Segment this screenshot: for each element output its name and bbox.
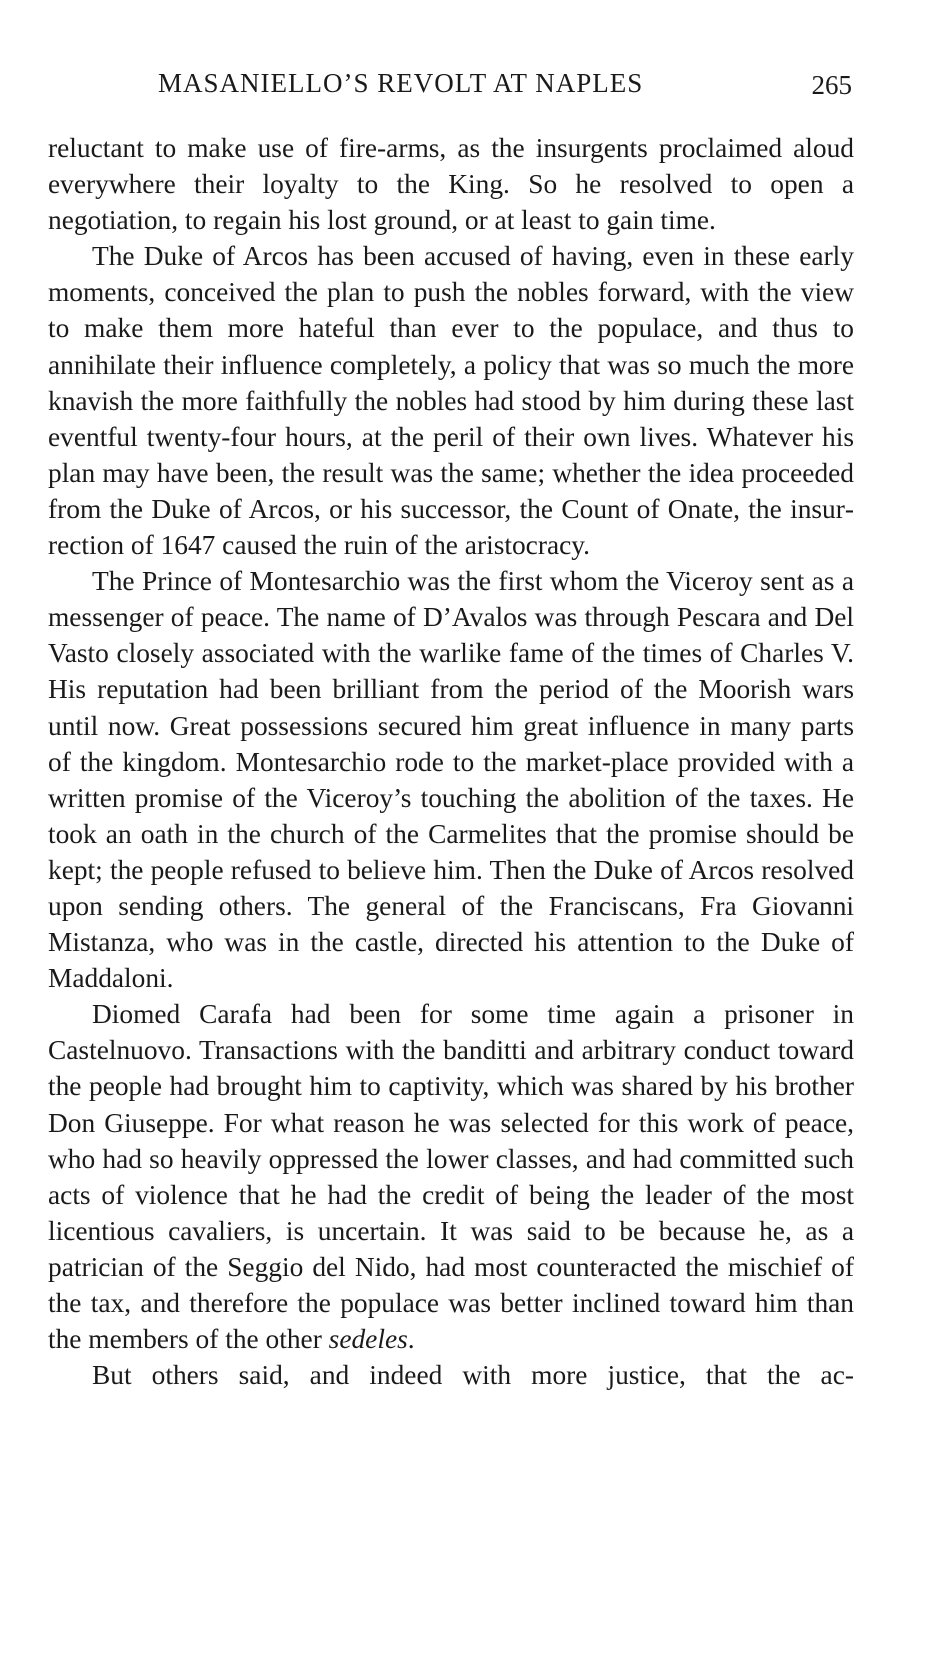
italic-term: sedeles — [328, 1324, 408, 1355]
book-page — [48, 68, 854, 1393]
page-number: 265 — [811, 70, 852, 100]
paragraph-3: The Prince of Montesarchio was the first whom the Viceroy sent as a messenger of peace. The name of D’Avalos was through Pescara and Del Vasto closely associated with the warlike fame of the times of Charles V. His reputation had been brilliant from the period of the Moorish wars until now. Great possessions secured him great influence in many parts of the kingdom. Montesarchio rode to the market-place provided with a written promise of the Viceroy’s touching the abolition of the taxes. He took an oath in the church of the Carmelites that the promise should be kept; the people refused to believe him. Then the Duke of Arcos resolved upon sending others. The general of the Franciscans, Fra Giovanni Mistanza, who was in the castle, directed his attention to the Duke of Maddaloni. — [48, 566, 854, 994]
running-title: MASANIELLO’S REVOLT AT NAPLES — [158, 68, 644, 98]
paragraph-4-end: . — [407, 1324, 415, 1355]
paragraph-2: The Duke of Arcos has been accused of having, even in these early moments, conceived the plan to push the nobles forward, with the view to make them more hateful than ever to the populace, and thus to annihilate their influence completely, a policy that was so much the more knavish the more faithfully the nobles had stood by him during these last eventful twenty-four hours, at the peril of their own lives. Whatever his plan may have been, the result was the same; whether the idea proceeded from the Duke of Arcos, or his successor, the Count of Onate, the insurrection of 1647 caused the ruin of the aristocracy. — [48, 241, 854, 561]
paragraph-5: But others said, and indeed with more justice, that the ac- — [92, 1360, 854, 1391]
paragraph-4 — [48, 996, 854, 1357]
body-text — [48, 130, 854, 1393]
paragraph-4-text: Diomed Carafa had been for some time again a prisoner in Castelnuovo. Transactions with the banditti and arbitrary conduct toward the people had brought him to captivity, which was shared by his brother Don Giuseppe. For what reason he was selected for this work of peace, who had so heavily oppressed the lower classes, and had committed such acts of violence that he had the credit of being the leader of the most licentious cavaliers, is uncertain. It was said to be because he, as a patrician of the Seggio del Nido, had most counteracted the mischief of the tax, and therefore the populace was better inclined toward him than the members of the other — [48, 999, 854, 1355]
running-head — [48, 68, 854, 108]
paragraph-1: reluctant to make use of fire-arms, as the insurgents proclaimed aloud everywhere their loyalty to the King. So he resolved to open a negotiation, to regain his lost ground, or at least to gain time. — [48, 133, 854, 236]
